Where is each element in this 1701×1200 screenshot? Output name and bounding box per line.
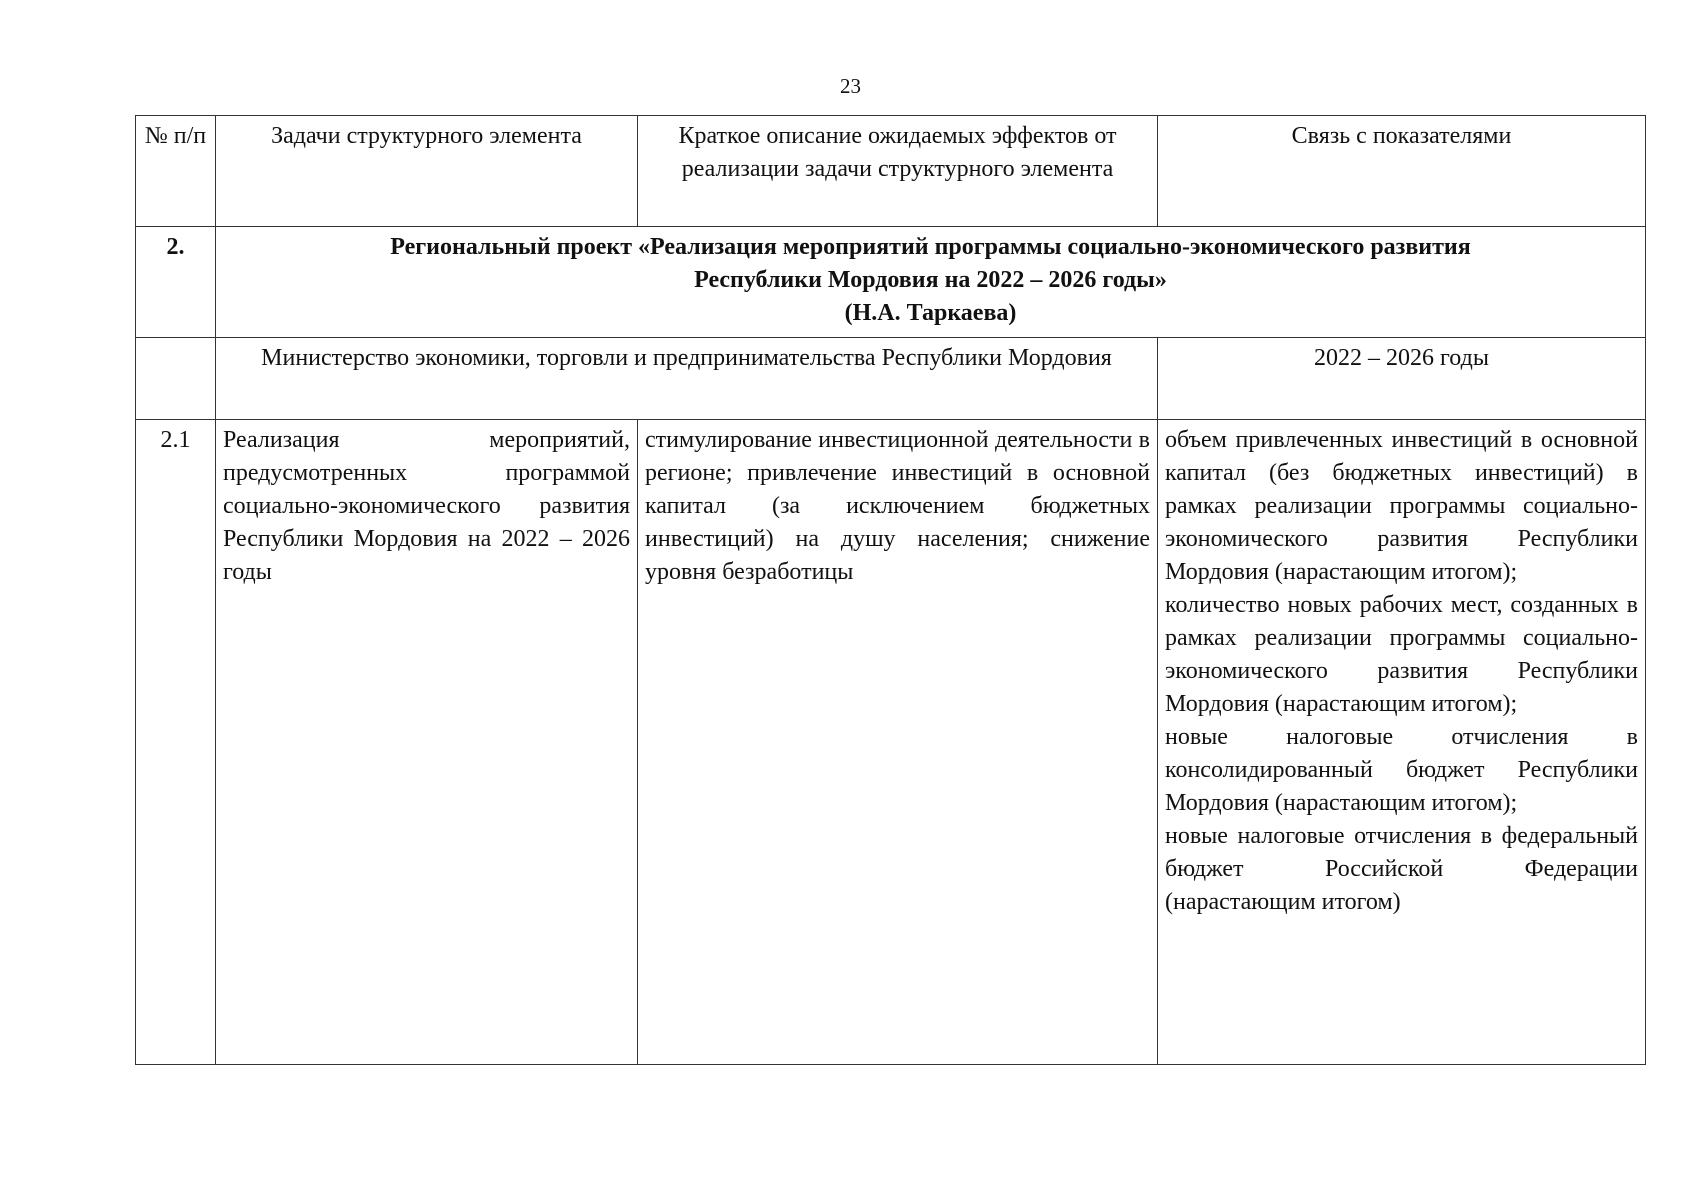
indicator-item: новые налоговые отчисления в консолидированный бюджет Республики Мордовия (нарастающим итогом); — [1165, 724, 1638, 816]
table-row — [136, 420, 1646, 1065]
responsible-period: 2022 – 2026 годы — [1158, 338, 1646, 420]
header-number: № п/п — [136, 116, 216, 227]
table-header-row — [136, 116, 1646, 227]
row-number: 2.1 — [136, 420, 216, 1065]
row-effects: стимулирование инвестиционной деятельности в регионе; привлечение инвестиций в основной капитал (за исключением бюджетных инвестиций) на душу населения; снижение уровня безработицы — [638, 420, 1158, 1065]
header-tasks: Задачи структурного элемента — [216, 116, 638, 227]
row-indicators — [1158, 420, 1646, 1065]
project-row — [136, 227, 1646, 338]
responsible-row — [136, 338, 1646, 420]
project-title-line1: Региональный проект «Реализация мероприятий программы социально-экономического развития — [390, 234, 1471, 260]
project-number: 2. — [136, 227, 216, 338]
project-curator: (Н.А. Таркаева) — [844, 300, 1017, 326]
indicator-item: объем привлеченных инвестиций в основной капитал (без бюджетных инвестиций) в рамках реализации программы социально-экономического развития Республики Мордовия (нарастающим итогом); — [1165, 427, 1638, 585]
responsible-empty-cell — [136, 338, 216, 420]
page-number: 23 — [840, 74, 861, 98]
project-title-cell — [216, 227, 1646, 338]
indicator-item: новые налоговые отчисления в федеральный бюджет Российской Федерации (нарастающим итогом) — [1165, 823, 1638, 915]
row-task: Реализация мероприятий, предусмотренных программой социально-экономического развития Республики Мордовия на 2022 – 2026 годы — [216, 420, 638, 1065]
header-effects: Краткое описание ожидаемых эффектов от реализации задачи структурного элемента — [638, 116, 1158, 227]
header-indicators: Связь с показателями — [1158, 116, 1646, 227]
indicator-item: количество новых рабочих мест, созданных в рамках реализации программы социально-экономического развития Республики Мордовия (нарастающим итогом); — [1165, 592, 1638, 717]
project-title-line2: Республики Мордовия на 2022 – 2026 годы» — [694, 267, 1167, 293]
responsible-organization: Министерство экономики, торговли и предпринимательства Республики Мордовия — [216, 338, 1158, 420]
structural-elements-table — [135, 115, 1646, 1065]
